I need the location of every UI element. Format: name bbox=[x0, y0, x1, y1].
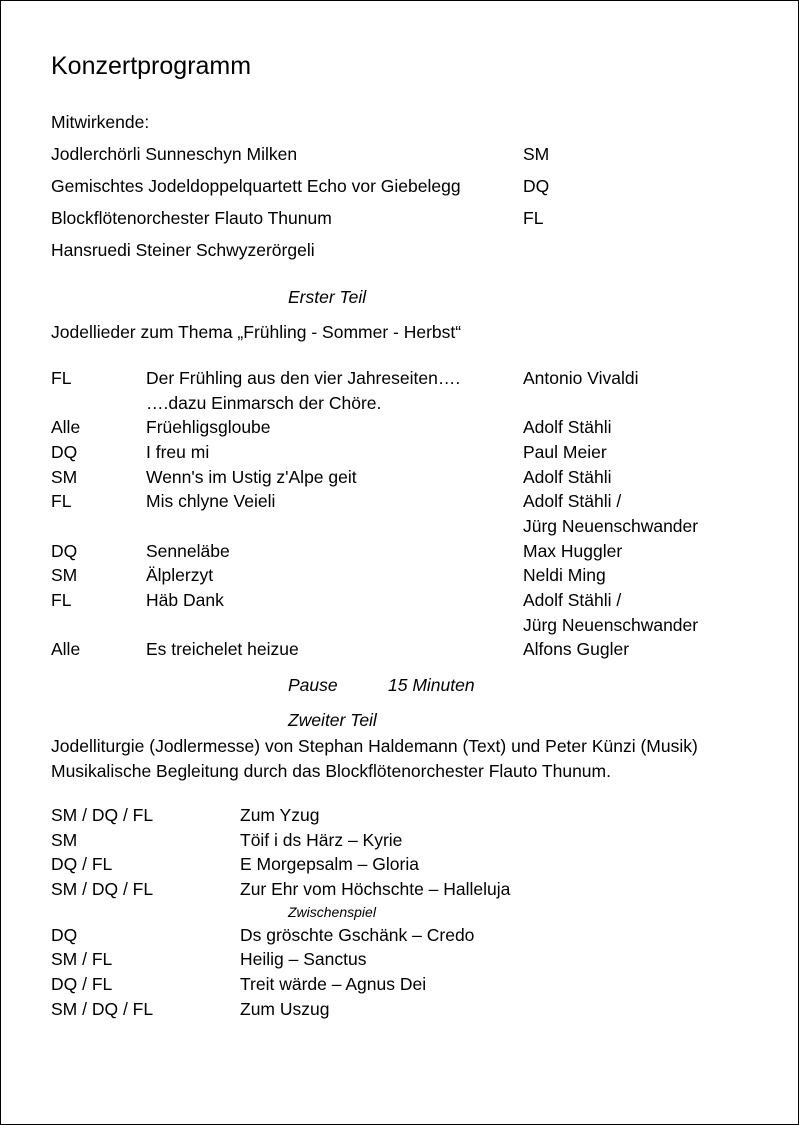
performer: SM / FL bbox=[51, 949, 113, 969]
song-title: Häb Dank bbox=[146, 590, 224, 610]
participant-name: Hansruedi Steiner Schwyzerörgeli bbox=[51, 240, 315, 260]
song-title: Früehligsgloube bbox=[146, 417, 271, 437]
participant-abbr: SM bbox=[523, 144, 550, 164]
composer: Adolf Stähli / bbox=[523, 590, 622, 610]
liturgy-item: Heilig – Sanctus bbox=[240, 949, 367, 969]
participants-heading: Mitwirkende: bbox=[51, 112, 150, 132]
part2-description: Jodelliturgie (Jodlermesse) von Stephan Haldemann (Text) und Peter Künzi (Musik) bbox=[51, 736, 698, 756]
liturgy-item: Ds gröschte Gschänk – Credo bbox=[240, 925, 475, 945]
song-title: Senneläbe bbox=[146, 541, 230, 561]
composer: Paul Meier bbox=[523, 442, 607, 462]
composer: Antonio Vivaldi bbox=[523, 368, 639, 388]
part2-heading: Zweiter Teil bbox=[288, 710, 377, 730]
liturgy-item: Töif i ds Härz – Kyrie bbox=[240, 830, 403, 850]
participant-name: Blockflötenorchester Flauto Thunum bbox=[51, 208, 332, 228]
composer: Jürg Neuenschwander bbox=[523, 615, 699, 635]
performer: SM / DQ / FL bbox=[51, 999, 154, 1019]
composer: Jürg Neuenschwander bbox=[523, 516, 699, 536]
song-title: Älplerzyt bbox=[146, 565, 214, 585]
composer: Adolf Stähli bbox=[523, 467, 612, 487]
participant-abbr: FL bbox=[523, 208, 544, 228]
performer: DQ / FL bbox=[51, 854, 113, 874]
liturgy-item: Zum Uszug bbox=[240, 999, 330, 1019]
performer: SM bbox=[51, 467, 78, 487]
participant-name: Gemischtes Jodeldoppelquartett Echo vor Giebelegg bbox=[51, 176, 461, 196]
composer: Max Huggler bbox=[523, 541, 623, 561]
song-title: Mis chlyne Veieli bbox=[146, 491, 276, 511]
performer: SM / DQ / FL bbox=[51, 805, 154, 825]
page-title: Konzertprogramm bbox=[51, 52, 252, 80]
performer: DQ bbox=[51, 541, 78, 561]
part1-theme: Jodellieder zum Thema „Frühling - Sommer - Herbst“ bbox=[51, 322, 462, 342]
performer: FL bbox=[51, 590, 72, 610]
part2-accompaniment: Musikalische Begleitung durch das Blockflötenorchester Flauto Thunum. bbox=[51, 761, 611, 781]
performer: DQ bbox=[51, 442, 78, 462]
participant-name: Jodlerchörli Sunneschyn Milken bbox=[51, 144, 298, 164]
performer: Alle bbox=[51, 639, 81, 659]
performer: DQ bbox=[51, 925, 78, 945]
interlude: Zwischenspiel bbox=[288, 904, 376, 920]
liturgy-item: Treit wärde – Agnus Dei bbox=[240, 974, 427, 994]
performer: DQ / FL bbox=[51, 974, 113, 994]
performer: SM / DQ / FL bbox=[51, 879, 154, 899]
liturgy-item: Zum Yzug bbox=[240, 805, 320, 825]
liturgy-item: Zur Ehr vom Höchschte – Halleluja bbox=[240, 879, 511, 899]
song-title: Wenn's im Ustig z'Alpe geit bbox=[146, 467, 357, 487]
pause-label: Pause bbox=[288, 675, 338, 695]
song-title: Der Frühling aus den vier Jahreseiten…. bbox=[146, 368, 461, 388]
composer: Adolf Stähli / bbox=[523, 491, 622, 511]
song-title: Es treichelet heizue bbox=[146, 639, 299, 659]
composer: Adolf Stähli bbox=[523, 417, 612, 437]
composer: Alfons Gugler bbox=[523, 639, 630, 659]
song-title: ….dazu Einmarsch der Chöre. bbox=[146, 393, 382, 413]
performer: FL bbox=[51, 368, 72, 388]
performer: FL bbox=[51, 491, 72, 511]
participant-abbr: DQ bbox=[523, 176, 550, 196]
part1-heading: Erster Teil bbox=[288, 287, 367, 307]
song-title: I freu mi bbox=[146, 442, 210, 462]
performer: SM bbox=[51, 565, 78, 585]
performer: Alle bbox=[51, 417, 81, 437]
liturgy-item: E Morgepsalm – Gloria bbox=[240, 854, 419, 874]
performer: SM bbox=[51, 830, 78, 850]
composer: Neldi Ming bbox=[523, 565, 606, 585]
pause-duration: 15 Minuten bbox=[388, 675, 475, 695]
